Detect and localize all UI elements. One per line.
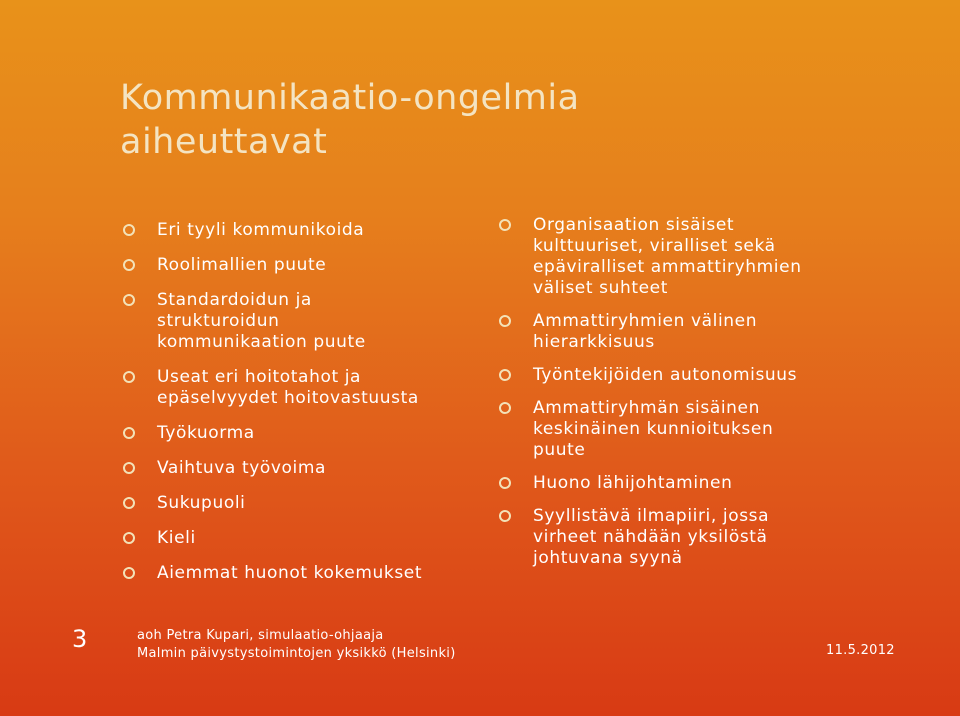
bullet-text-line: strukturoidun [157,311,280,331]
page-number: 3 [72,625,88,653]
slide-title [120,76,880,164]
bullet-item [122,255,482,276]
bullet-text-line: hierarkkisuus [533,332,655,352]
footer-author: aoh Petra Kupari, simulaatio-ohjaaja [137,628,384,643]
circle-bullet-icon [123,497,135,509]
bullet-text-line: Roolimallien puute [157,255,327,275]
bullet-item [498,311,838,353]
circle-bullet-icon [499,510,511,522]
circle-bullet-icon [123,532,135,544]
bullet-text-line: Työkuorma [157,423,255,443]
bullet-text-line: Sukupuoli [157,493,246,513]
circle-bullet-icon [123,462,135,474]
bullet-item [122,563,482,584]
circle-bullet-icon [499,477,511,489]
bullet-text-line: Useat eri hoitotahot ja [157,367,362,387]
circle-bullet-icon [123,224,135,236]
bullet-text-line: Ammattiryhmien välinen [533,311,758,331]
bullet-text-line: Huono lähijohtaminen [533,473,733,493]
bullet-item [498,365,838,386]
bullet-text-line: virheet nähdään yksilöstä [533,527,768,547]
bullet-text-line: kommunikaation puute [157,332,366,352]
circle-bullet-icon [499,369,511,381]
bullet-item [122,367,482,409]
bullet-item [122,528,482,549]
circle-bullet-icon [123,294,135,306]
left-bullet-list [122,220,482,598]
bullet-item [122,220,482,241]
circle-bullet-icon [499,402,511,414]
bullet-text-line: Työntekijöiden autonomisuus [533,365,798,385]
bullet-item [122,458,482,479]
circle-bullet-icon [499,219,511,231]
circle-bullet-icon [123,371,135,383]
circle-bullet-icon [123,259,135,271]
bullet-text-line: Eri tyyli kommunikoida [157,220,365,240]
footer-date: 11.5.2012 [826,643,895,658]
bullet-text-line: Kieli [157,528,196,548]
bullet-text-line: Standardoidun ja [157,290,312,310]
bullet-text-line: Syyllistävä ilmapiiri, jossa [533,506,770,526]
bullet-text-line: keskinäinen kunnioituksen [533,419,774,439]
bullet-text-line: epäviralliset ammattiryhmien [533,257,802,277]
bullet-text-line: väliset suhteet [533,278,668,298]
bullet-item [498,398,838,461]
bullet-text-line: puute [533,440,586,460]
bullet-text-line: Ammattiryhmän sisäinen [533,398,760,418]
right-bullet-list [498,215,838,581]
bullet-text-line: Organisaation sisäiset [533,215,735,235]
bullet-text-line: johtuvana syynä [533,548,683,568]
bullet-text-line: kulttuuriset, viralliset sekä [533,236,776,256]
bullet-item [122,290,482,353]
bullet-item [498,215,838,299]
footer-credits [137,627,456,663]
circle-bullet-icon [123,567,135,579]
bullet-text-line: Vaihtuva työvoima [157,458,327,478]
circle-bullet-icon [123,427,135,439]
title-line-2: aiheuttavat [120,122,328,162]
bullet-item [498,473,838,494]
circle-bullet-icon [499,315,511,327]
bullet-item [498,506,838,569]
title-line-1: Kommunikaatio-ongelmia [120,78,580,118]
bullet-text-line: epäselvyydet hoitovastuusta [157,388,419,408]
bullet-text-line: Aiemmat huonot kokemukset [157,563,423,583]
bullet-item [122,493,482,514]
bullet-item [122,423,482,444]
footer-unit: Malmin päivystystoimintojen yksikkö (Helsinki) [137,646,456,661]
